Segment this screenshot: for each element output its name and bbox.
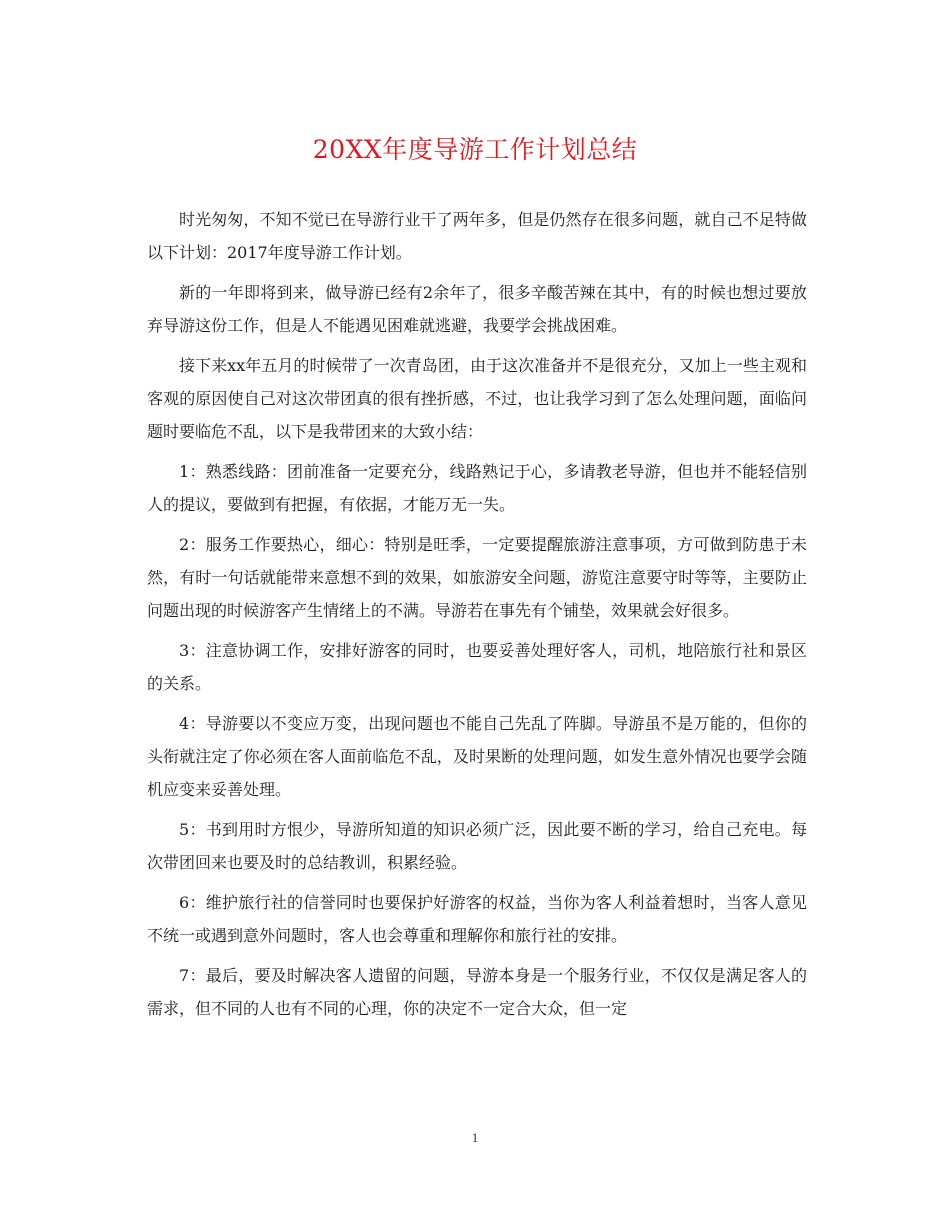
paragraph-intro: 时光匆匆，不知不觉已在导游行业干了两年多，但是仍然存在很多问题，就自己不足特做以下计划：2017年度导游工作计划。 bbox=[147, 210, 807, 262]
paragraph-point-5: 5：书到用时方恨少，导游所知道的知识必须广泛，因此要不断的学习，给自己充电。每次带团回来也要及时的总结教训，积累经验。 bbox=[147, 820, 807, 872]
paragraph-qingdao-tour: 接下来xx年五月的时候带了一次青岛团，由于这次准备并不是很充分，又加上一些主观和客观的原因使自己对这次带团真的很有挫折感，不过，也让我学习到了怎么处理问题，面临问题时要临危不乱，以下是我带团来的大致小结： bbox=[147, 356, 807, 441]
paragraph-point-4: 4：导游要以不变应万变，出现问题也不能自己先乱了阵脚。导游虽不是万能的，但你的头衔就注定了你必须在客人面前临危不乱，及时果断的处理问题，如发生意外情况也要学会随机应变来妥善处理。 bbox=[147, 714, 807, 799]
paragraph-new-year: 新的一年即将到来，做导游已经有2余年了，很多辛酸苦辣在其中，有的时候也想过要放弃导游这份工作，但是人不能遇见困难就逃避，我要学会挑战困难。 bbox=[147, 283, 807, 335]
paragraph-point-1: 1：熟悉线路：团前准备一定要充分，线路熟记于心，多请教老导游，但也并不能轻信别人的提议，要做到有把握，有依据，才能万无一失。 bbox=[147, 462, 807, 514]
paragraph-point-3: 3：注意协调工作，安排好游客的同时，也要妥善处理好客人，司机，地陪旅行社和景区的关系。 bbox=[147, 641, 807, 693]
page-number: 1 bbox=[471, 1130, 479, 1145]
document-title: 20XX年度导游工作计划总结 bbox=[312, 135, 638, 164]
paragraph-point-7: 7：最后，要及时解决客人遗留的问题，导游本身是一个服务行业，不仅仅是满足客人的需求，但不同的人也有不同的心理，你的决定不一定合大众，但一定 bbox=[147, 966, 807, 1018]
paragraph-point-2: 2：服务工作要热心，细心：特别是旺季，一定要提醒旅游注意事项，方可做到防患于未然，有时一句话就能带来意想不到的效果，如旅游安全问题，游览注意要守时等等，主要防止问题出现的时候游客产生情绪上的不满。导游若在事先有个铺垫，效果就会好很多。 bbox=[147, 535, 807, 620]
document-body bbox=[147, 203, 807, 1032]
paragraph-point-6: 6：维护旅行社的信誉同时也要保护好游客的权益，当你为客人利益着想时，当客人意见不统一或遇到意外问题时，客人也会尊重和理解你和旅行社的安排。 bbox=[147, 893, 807, 945]
